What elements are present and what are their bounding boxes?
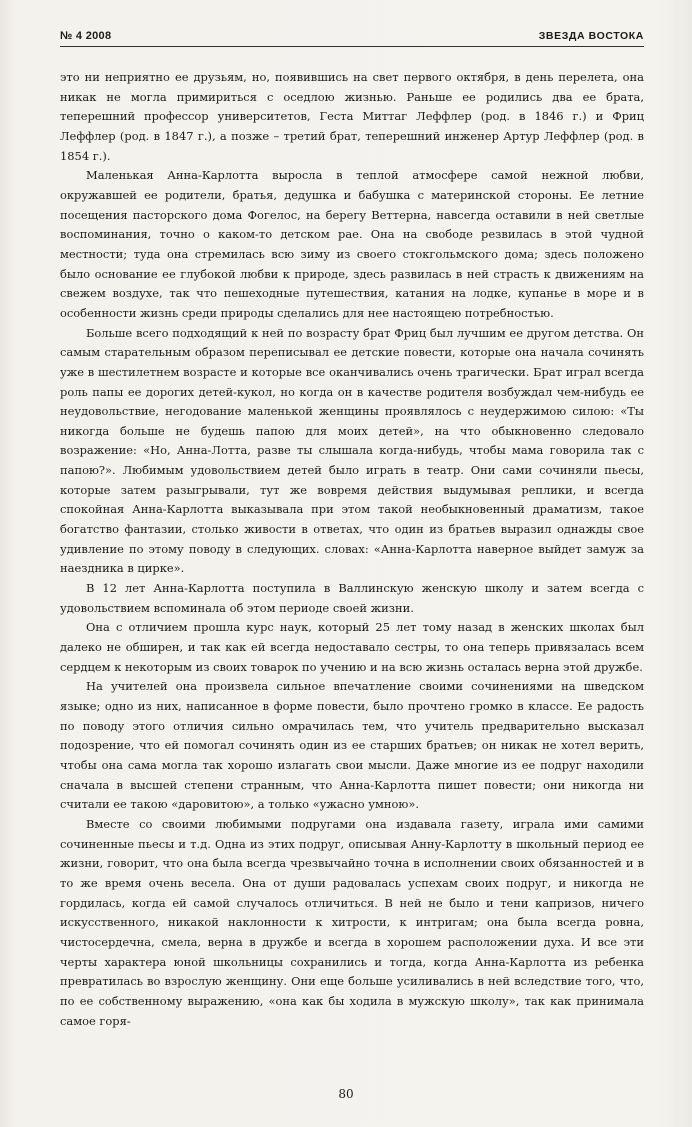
paragraph: В 12 лет Анна-Карлотта поступила в Валлинскую женскую школу и затем всегда с удовольствием вспоминала об этом периоде своей жизни. <box>60 581 644 615</box>
page-number: 80 <box>338 1087 354 1101</box>
paragraph: Вместе со своими любимыми подругами она издавала газету, играла ими самими сочиненные пьесы и т.д. Одна из этих подруг, описывая Анну-Карлотту в школьный период ее жизни, говорит, что она была всегда чрезвычайно точна в исполнении своих обязанностей и в то же время очень весела. Она от души радовалась успехам своих подруг, и никогда не гордилась, когда ей самой случалось отличиться. В ней не было и тени капризов, ничего искусственного, никакой наклонности к хитрости, к интригам; она была всегда ровна, чистосердечна, смела, верна в дружбе и всегда в хорошем расположении духа. И все эти черты характера юной школьницы сохранились и тогда, когда Анна-Карлотта из ребенка превратилась во взрослую женщину. Они еще больше усиливались в ней вследствие того, что, по ее собственному выражению, «она как бы ходила в мужскую школу», так как принимала самое горя- <box>60 816 644 1028</box>
paragraph: Больше всего подходящий к ней по возрасту брат Фриц был лучшим ее другом детства. Он самым старательным образом переписывал ее детские повести, которые она начала сочинять уже в шестилетнем возрасте и которые все оканчивались очень трагически. Брат играл всегда роль папы ее дорогих детей-кукол, но когда он в качестве родителя возбуждал чем-нибудь ее неудовольствие, негодование маленькой женщины проявлялось с неудержимою силою: «Ты никогда больше не будешь папою для моих детей», на что обыкновенно следовало возражение: «Но, Анна-Лотта, разве ты слышала когда-нибудь, чтобы мама говорила так с папою?». Любимым удовольствием детей было играть в театр. Они сами сочиняли пьесы, которые затем разыгрывали, тут же вовремя действия выдумывая реплики, и всегда спокойная Анна-Карлотта выказывала при этом такой необыкновенный драматизм, такое богатство фантазии, столько живости в ответах, что один из братьев выразил однажды свое удивление по этому поводу в следующих. словах: «Анна-Карлотта наверное выйдет замуж за наездника в цирке». <box>60 325 644 576</box>
journal-title: ЗВЕЗДА ВОСТОКА <box>538 30 644 42</box>
paragraph: Она с отличием прошла курс наук, который 25 лет тому назад в женских школах был далеко не обширен, и так как ей всегда недоставало сестры, то она теперь привязалась всем сердцем к некоторым из своих товарок по учению и на всю жизнь осталась верна этой дружбе. <box>60 620 644 674</box>
paragraph: На учителей она произвела сильное впечатление своими сочинениями на шведском языке; одно из них, написанное в форме повести, было прочтено громко в классе. Ее радость по поводу этого отличия сильно омрачилась тем, что учитель предварительно высказал подозрение, что ей помогал сочинять один из ее старших братьев; он никак не хотел верить, чтобы она сама могла так хорошо излагать свои мысли. Даже многие из ее подруг находили сначала в высшей степени странным, что Анна-Карлотта пишет повести; они никогда ни считали ее такою «даровитою», а только «ужасно умною». <box>60 679 644 812</box>
issue-number: № 4 2008 <box>60 30 112 42</box>
running-head <box>60 30 644 47</box>
text-column <box>60 68 644 1088</box>
paragraph: Маленькая Анна-Карлотта выросла в теплой атмосфере самой нежной любви, окружавшей ее родители, братья, дедушка и бабушка с материнской стороны. Ее летние посещения пасторского дома Фогелос, на берегу Веттерна, навсегда оставили в ней светлые воспоминания, точно о каком-то детском рае. Она на свободе резвилась в этой чудной местности; туда она стремилась всю зиму из своего стокгольмского дома; здесь положено было основание ее глубокой любви к природе, здесь развилась в ней страсть к движениям на свежем воздухе, так что пешеходные путешествия, катания на лодке, купанье в море и в особенности жизнь среди природы сделались для нее настоящею потребностью. <box>60 168 644 320</box>
paragraph-continued: это ни неприятно ее друзьям, но, появившись на свет первого октября, в день перелета, она никак не могла примириться с оседлою жизнью. Раньше ее родились два ее брата, теперешний профессор университетов, Геста Миттаг Леффлер (род. в 1846 г.) и Фриц Леффлер (род. в 1847 г.), а позже – третий брат, теперешний инженер Артур Леффлер (род. в 1854 г.). <box>60 70 644 163</box>
